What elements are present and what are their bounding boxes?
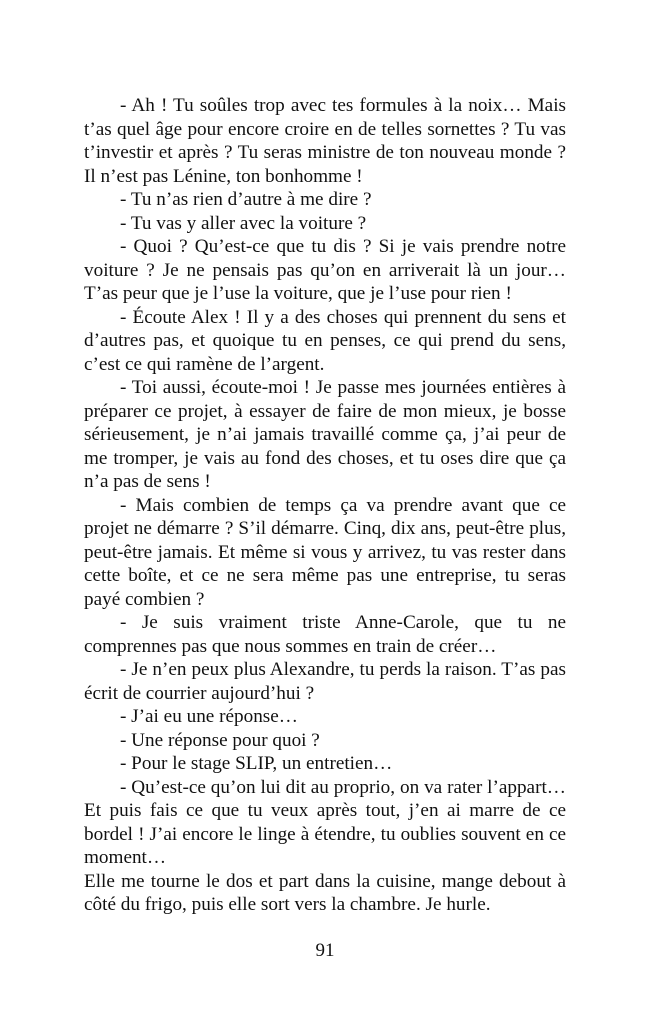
paragraph: - J’ai eu une réponse… xyxy=(120,706,298,727)
paragraph: - Je suis vraiment triste Anne-Carole, que tu ne comprennes pas que nous sommes en train de créer… xyxy=(84,612,566,657)
page-number: 91 xyxy=(315,940,335,961)
paragraph: - Je n’en peux plus Alexandre, tu perds la raison. T’as pas écrit de courrier aujourd’hui ? xyxy=(84,659,566,704)
paragraph: - Qu’est-ce qu’on lui dit au proprio, on va rater l’appart… Et puis fais ce que tu veux après tout, j’en ai marre de ce bordel ! J’ai encore le linge à étendre, tu oublies souvent en ce moment… xyxy=(84,776,566,868)
paragraph: - Quoi ? Qu’est-ce que tu dis ? Si je vais prendre notre voiture ? Je ne pensais pas qu’on en arriverait là un jour… T’as peur que je l’use la voiture, que je l’use pour rien ! xyxy=(84,236,566,304)
body-text xyxy=(84,94,566,917)
paragraph: - Ah ! Tu soûles trop avec tes formules à la noix… Mais t’as quel âge pour encore croire en de telles sornettes ? Tu vas t’investir et après ? Tu seras ministre de ton nouveau monde ? Il n’est pas Lénine, ton bonhomme ! xyxy=(84,95,566,187)
paragraph: - Mais combien de temps ça va prendre avant que ce projet ne démarre ? S’il démarre. Cinq, dix ans, peut-être plus, peut-être jamais. Et même si vous y arrivez, tu vas rester dans cette boîte, et ce ne sera même pas une entreprise, tu seras payé combien ? xyxy=(84,494,566,610)
paragraph: - Tu n’as rien d’autre à me dire ? xyxy=(120,189,372,210)
paragraph: - Écoute Alex ! Il y a des choses qui prennent du sens et d’autres pas, et quoique tu en penses, ce qui prend du sens, c’est ce qui ramène de l’argent. xyxy=(84,306,566,375)
paragraph: - Une réponse pour quoi ? xyxy=(120,729,320,751)
paragraph-narration: Elle me tourne le dos et part dans la cuisine, mange debout à côté du frigo, puis elle sort vers la chambre. Je hurle. xyxy=(84,870,566,915)
paragraph: - Toi aussi, écoute-moi ! Je passe mes journées entières à préparer ce projet, à essayer de faire de mon mieux, je bosse sérieusement, je n’ai jamais travaillé comme ça, j’ai peur de me tromper, je vais au fond des choses, et tu oses dire que ça n’a pas de sens ! xyxy=(84,377,566,492)
paragraph: - Pour le stage SLIP, un entretien… xyxy=(120,753,393,774)
paragraph: - Tu vas y aller avec la voiture ? xyxy=(120,212,367,234)
